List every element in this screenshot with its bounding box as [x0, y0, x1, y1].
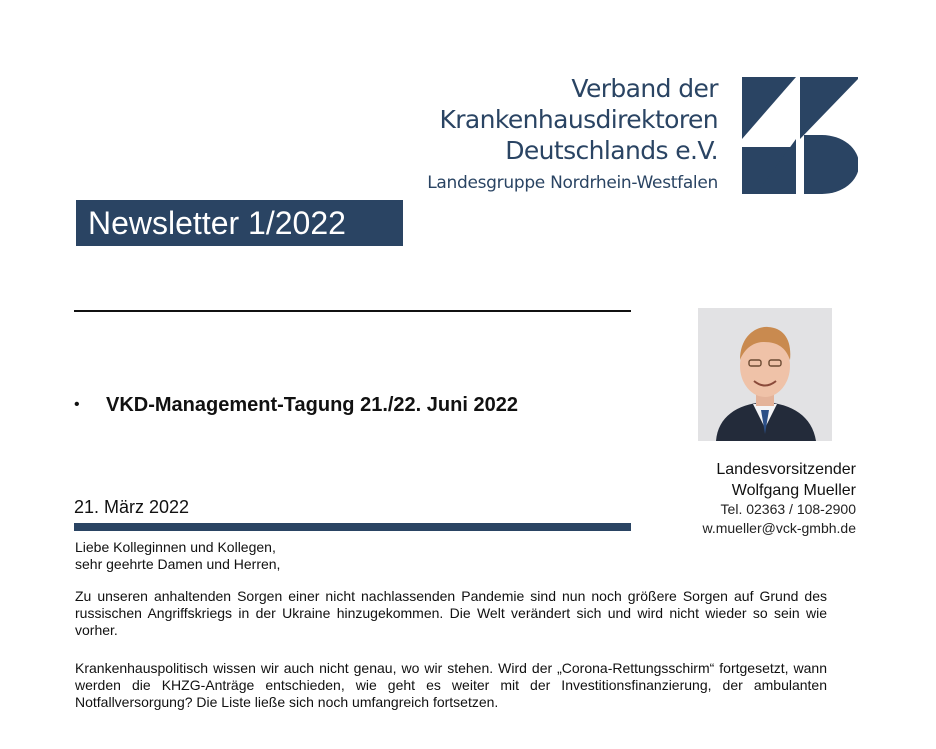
newsletter-title-banner: Newsletter 1/2022	[76, 200, 403, 246]
salutation	[75, 539, 827, 573]
topic-title: VKD-Management-Tagung 21./22. Juni 2022	[106, 394, 518, 416]
letter-date: 21. März 2022	[74, 497, 190, 517]
org-name-line-1: Verband der	[571, 74, 718, 103]
salutation-line-1: Liebe Kolleginnen und Kollegen,	[75, 539, 276, 555]
paragraph-1: Zu unseren anhaltenden Sorgen einer nicht nachlassenden Pandemie sind nun noch größere Sorgen auf Grund des russischen Angriffskriegs in der Ukraine hinzugekommen. Die Welt verändert sich und wird nicht wieder so sein wie vorher.	[75, 588, 827, 638]
contact-email[interactable]: w.mueller@vck-gmbh.de	[702, 520, 856, 536]
salutation-line-2: sehr geehrte Damen und Herren,	[75, 556, 281, 572]
contact-name: Wolfgang Mueller	[731, 482, 856, 499]
bullet-icon: •	[74, 396, 80, 413]
date-divider-bar	[74, 523, 631, 531]
paragraph-2: Krankenhauspolitisch wissen wir auch nicht genau, wo wir stehen. Wird der „Corona-Rettungsschirm“ fortgesetzt, wann werden die KHZG-Anträge entschieden, wie geht es weiter mit der Investitionsfinanzierung, der ambulanten Notfallversorgung? Die Liste ließe sich noch umfangreich fortsetzen.	[75, 660, 827, 710]
divider-line	[74, 310, 631, 312]
org-name-line-3: Deutschlands e.V.	[505, 136, 718, 165]
org-name-line-2: Krankenhausdirektoren	[439, 105, 718, 134]
vkd-logo	[742, 77, 858, 194]
org-subtitle: Landesgruppe Nordrhein-Westfalen	[427, 173, 718, 193]
contact-phone: Tel. 02363 / 108-2900	[720, 501, 856, 517]
portrait-photo	[698, 308, 832, 441]
topic-list-item	[74, 394, 518, 417]
contact-role: Landesvorsitzender	[716, 461, 856, 478]
